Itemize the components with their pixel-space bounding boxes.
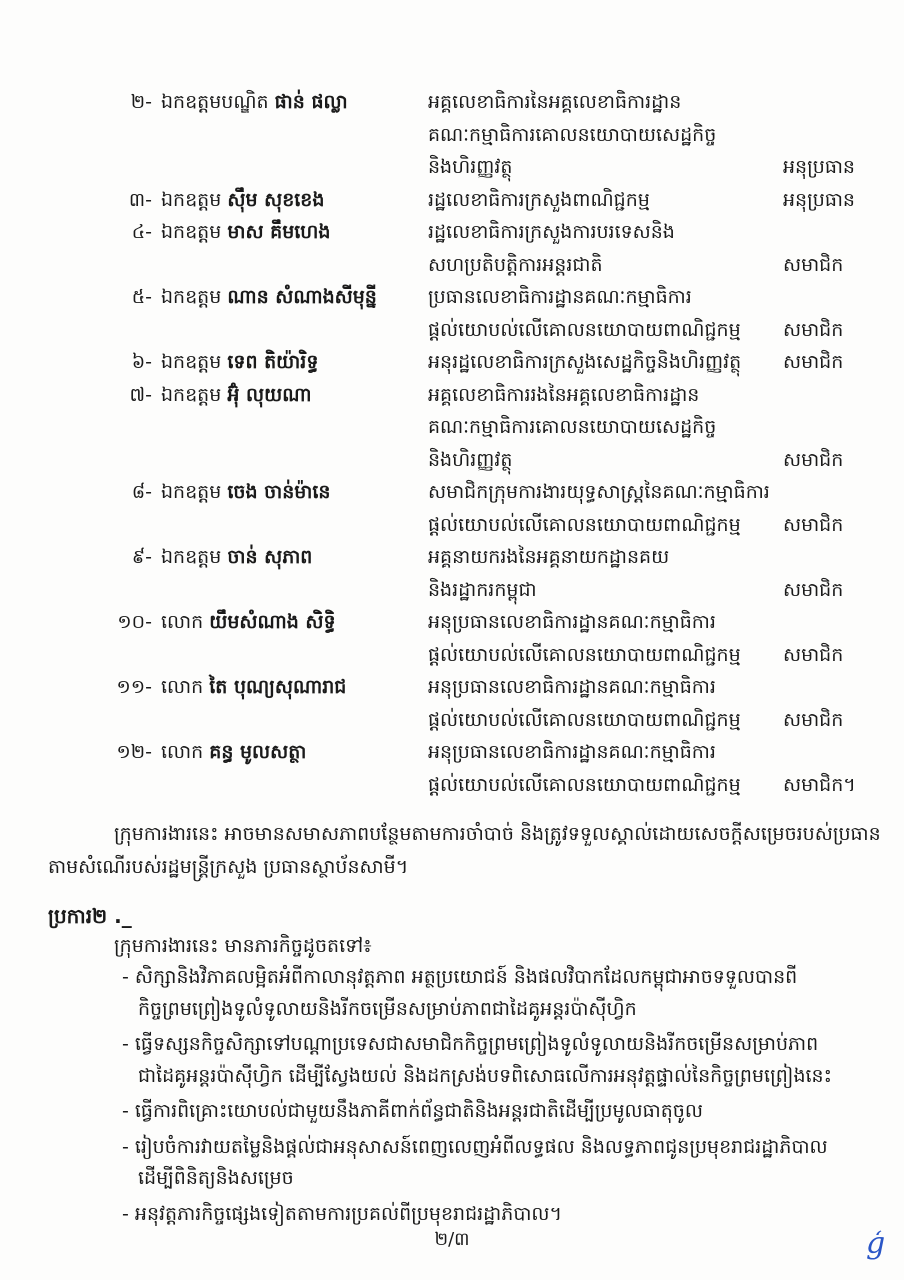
member-title bbox=[161, 86, 348, 118]
member-row-continuation bbox=[0, 769, 904, 801]
member-row bbox=[0, 476, 904, 508]
member-position-line: អនុប្រធានលេខាធិការដ្ឋានគណៈកម្មាធិការ bbox=[428, 611, 716, 633]
member-number: ១១- bbox=[116, 676, 152, 698]
duty-text: - សិក្សានិងវិភាគលម្អិតអំពីកាលានុវត្តភាព អត្ថប្រយោជន៍ និងផលវិបាកដែលកម្ពុជាអាចទទួលបានពី bbox=[122, 966, 798, 988]
member-row bbox=[0, 281, 904, 313]
member-number: ៩- bbox=[131, 546, 152, 568]
member-role: សមាជិក bbox=[783, 254, 844, 276]
member-row-continuation bbox=[0, 639, 904, 671]
page-number: ២/៣ bbox=[434, 1229, 470, 1250]
member-number: ១០- bbox=[117, 611, 152, 633]
member-name: គន្ធ មូលសត្ថា bbox=[209, 741, 307, 763]
member-role: សមាជិក bbox=[783, 644, 844, 666]
member-position-line: និងរដ្ឋាករកម្ពុជា bbox=[428, 579, 537, 601]
member-row bbox=[0, 346, 904, 378]
member-position-line: ផ្ដល់យោបល់លើគោលនយោបាយពាណិជ្ជកម្ម bbox=[428, 319, 741, 341]
duty-text: ដើម្បីពិនិត្យនិងសម្រេច bbox=[138, 1167, 294, 1189]
duty-item-continuation bbox=[122, 1061, 832, 1092]
member-position-line: សហប្រតិបត្តិការអន្តរជាតិ bbox=[428, 254, 603, 276]
member-title bbox=[161, 379, 311, 411]
member-name: ណាន សំណាងសីមុន្នី bbox=[227, 286, 377, 308]
member-number: ៥- bbox=[131, 286, 152, 308]
member-row-continuation bbox=[0, 249, 904, 281]
duty-item-continuation bbox=[122, 994, 637, 1025]
duty-item-continuation bbox=[122, 1163, 294, 1194]
member-title bbox=[161, 184, 324, 216]
handwritten-initial-mark: ģ bbox=[866, 1226, 886, 1261]
member-row-continuation bbox=[0, 574, 904, 606]
member-honorific: ឯកឧត្តមបណ្ឌិត bbox=[161, 91, 269, 113]
member-row bbox=[0, 541, 904, 573]
member-position-line: ផ្ដល់យោបល់លើគោលនយោបាយពាណិជ្ជកម្ម bbox=[428, 709, 741, 731]
member-title bbox=[161, 606, 336, 638]
duty-item bbox=[122, 1029, 818, 1060]
member-row-continuation bbox=[0, 151, 904, 183]
member-position-line: អនុប្រធានលេខាធិការដ្ឋានគណៈកម្មាធិការ bbox=[428, 741, 716, 763]
member-row bbox=[0, 736, 904, 768]
member-honorific: ឯកឧត្តម bbox=[161, 189, 222, 211]
member-position-line: ប្រធានលេខាធិការដ្ឋានគណៈកម្មាធិការ bbox=[428, 286, 692, 308]
member-position-line: អនុប្រធានលេខាធិការដ្ឋានគណៈកម្មាធិការ bbox=[428, 676, 716, 698]
member-honorific: ឯកឧត្តម bbox=[161, 481, 222, 503]
member-position-line: អនុរដ្ឋលេខាធិការក្រសួងសេដ្ឋកិច្ចនិងហិរញ្ញវត្ថុ bbox=[428, 351, 742, 373]
member-role: អនុប្រធាន bbox=[783, 156, 855, 178]
member-position-line: អគ្គលេខាធិការនៃអគ្គលេខាធិការដ្ឋាន bbox=[428, 91, 682, 113]
member-position-line: អគ្គលេខាធិការរងនៃអគ្គលេខាធិការដ្ឋាន bbox=[428, 384, 700, 406]
member-row bbox=[0, 606, 904, 638]
member-position-line: រដ្ឋលេខាធិការក្រសួងពាណិជ្ជកម្ម bbox=[428, 189, 650, 211]
member-honorific: ឯកឧត្តម bbox=[161, 286, 222, 308]
member-row-continuation bbox=[0, 704, 904, 736]
member-role: សមាជិក bbox=[783, 351, 844, 373]
member-role: សមាជិក bbox=[783, 449, 844, 471]
duty-item bbox=[122, 1096, 703, 1127]
member-row-continuation bbox=[0, 444, 904, 476]
member-row-continuation bbox=[0, 509, 904, 541]
member-title bbox=[161, 671, 346, 703]
member-name: ទេព តិយ៉ារិទ្ធ bbox=[227, 351, 319, 373]
duty-text: ជាដៃគូអន្តរប៉ាស៊ីហ្វិក ដើម្បីស្វែងយល់ និងដកស្រង់បទពិសោធលើការអនុវត្តផ្ទាល់នៃកិច្ចព្រមព្រៀងនេះ bbox=[138, 1065, 832, 1087]
member-name: ចាន់ សុភាព bbox=[227, 546, 313, 568]
composition-paragraph-line-2: តាមសំណើរបស់រដ្ឋមន្ត្រីក្រសួង ប្រធានស្ថាប័នសាមី។ bbox=[48, 856, 409, 878]
member-honorific: ឯកឧត្តម bbox=[161, 221, 222, 243]
member-name: ស៊ឹម សុខខេង bbox=[227, 189, 325, 211]
member-name: យឹមសំណាង សិទ្ធិ bbox=[209, 611, 336, 633]
member-position-line: រដ្ឋលេខាធិការក្រសួងការបរទេសនិង bbox=[428, 221, 675, 243]
member-role: សមាជិក bbox=[783, 514, 844, 536]
member-role: សមាជិក។ bbox=[783, 774, 856, 796]
member-honorific: ឯកឧត្តម bbox=[161, 351, 222, 373]
member-title bbox=[161, 736, 306, 768]
member-name: ចេង ចាន់ម៉ានេ bbox=[227, 481, 331, 503]
duty-text: - រៀបចំការវាយតម្លៃនិងផ្ដល់ជាអនុសាសន៍ពេញលេញអំពីលទ្ធផល និងលទ្ធភាពជូនប្រមុខរាជរដ្ឋាភិបាល bbox=[122, 1136, 828, 1158]
member-role: អនុប្រធាន bbox=[783, 189, 855, 211]
member-row bbox=[0, 216, 904, 248]
member-honorific: ឯកឧត្តម bbox=[161, 384, 222, 406]
member-role: សមាជិក bbox=[783, 709, 844, 731]
member-position-line: ផ្ដល់យោបល់លើគោលនយោបាយពាណិជ្ជកម្ម bbox=[428, 644, 741, 666]
member-position-line: គណៈកម្មាធិការគោលនយោបាយសេដ្ឋកិច្ច bbox=[428, 416, 717, 438]
member-position-line: ផ្ដល់យោបល់លើគោលនយោបាយពាណិជ្ជកម្ម bbox=[428, 514, 741, 536]
member-position-line: ផ្ដល់យោបល់លើគោលនយោបាយពាណិជ្ជកម្ម bbox=[428, 774, 741, 796]
duties-intro: ក្រុមការងារនេះ មានភារកិច្ចដូចតទៅ៖ bbox=[114, 935, 372, 957]
member-role: សមាជិក bbox=[783, 319, 844, 341]
duty-text: - ធ្វើទស្សនកិច្ចសិក្សាទៅបណ្ដាប្រទេសជាសមាជិកកិច្ចព្រមព្រៀងទូលំទូលាយនិងរីកចម្រើនសម្រាប់ភាព bbox=[122, 1033, 819, 1055]
member-position-line: និងហិរញ្ញវត្ថុ bbox=[428, 156, 513, 178]
member-position-line: និងហិរញ្ញវត្ថុ bbox=[428, 449, 513, 471]
composition-paragraph-line-1: ក្រុមការងារនេះ អាចមានសមាសភាពបន្ថែមតាមការចាំបាច់ និងត្រូវទទួលស្គាល់ដោយសេចក្ដីសម្រេចរបស់ប្រធាន bbox=[114, 823, 881, 845]
member-honorific: លោក bbox=[161, 676, 204, 698]
member-position-line: គណៈកម្មាធិការគោលនយោបាយសេដ្ឋកិច្ច bbox=[428, 124, 717, 146]
member-number: ៦- bbox=[131, 351, 152, 373]
member-row-continuation bbox=[0, 314, 904, 346]
member-number: ១២- bbox=[116, 741, 152, 763]
member-honorific: ឯកឧត្តម bbox=[161, 546, 222, 568]
member-row bbox=[0, 86, 904, 118]
member-row bbox=[0, 671, 904, 703]
duty-text: - អនុវត្តភារកិច្ចផ្សេងទៀតតាមការប្រគល់ពីប្រមុខរាជរដ្ឋាភិបាល។ bbox=[122, 1203, 563, 1225]
duty-item bbox=[122, 1199, 562, 1230]
member-title bbox=[161, 476, 330, 508]
member-name: តៃ បុណ្យសុណារាជ bbox=[209, 676, 347, 698]
member-position-line: អគ្គនាយករងនៃអគ្គនាយកដ្ឋានគយ bbox=[428, 546, 670, 568]
duty-text: កិច្ចព្រមព្រៀងទូលំទូលាយនិងរីកចម្រើនសម្រាប់ភាពជាដៃគូអន្តរប៉ាស៊ីហ្វិក bbox=[138, 998, 637, 1020]
member-name: អ៊ុំ លុយណា bbox=[227, 384, 312, 406]
member-row bbox=[0, 184, 904, 216]
duty-item bbox=[122, 962, 797, 993]
member-number: ៤- bbox=[131, 221, 152, 243]
member-name: មាស គឹមហេង bbox=[227, 221, 331, 243]
duty-text: - ធ្វើការពិគ្រោះយោបល់ជាមួយនឹងភាគីពាក់ព័ន្ធជាតិនិងអន្តរជាតិដើម្បីប្រមូលធាតុចូល bbox=[122, 1100, 703, 1122]
member-title bbox=[161, 346, 318, 378]
member-name: ផាន់ ផល្លា bbox=[274, 91, 348, 113]
member-row-continuation bbox=[0, 119, 904, 151]
member-number: ៧- bbox=[129, 384, 152, 406]
member-title bbox=[161, 541, 312, 573]
member-title bbox=[161, 281, 377, 313]
member-position-line: សមាជិកក្រុមការងារយុទ្ធសាស្ត្រនៃគណៈកម្មាធិការ bbox=[428, 481, 770, 503]
member-title bbox=[161, 216, 330, 248]
article-heading: ប្រការ២ ._ bbox=[48, 904, 132, 928]
member-number: ៣- bbox=[128, 189, 152, 211]
member-number: ២- bbox=[130, 91, 152, 113]
member-row-continuation bbox=[0, 411, 904, 443]
member-honorific: លោក bbox=[161, 741, 204, 763]
member-honorific: លោក bbox=[161, 611, 204, 633]
member-role: សមាជិក bbox=[783, 579, 844, 601]
duty-item bbox=[122, 1132, 828, 1163]
member-row bbox=[0, 379, 904, 411]
member-number: ៨- bbox=[131, 481, 152, 503]
